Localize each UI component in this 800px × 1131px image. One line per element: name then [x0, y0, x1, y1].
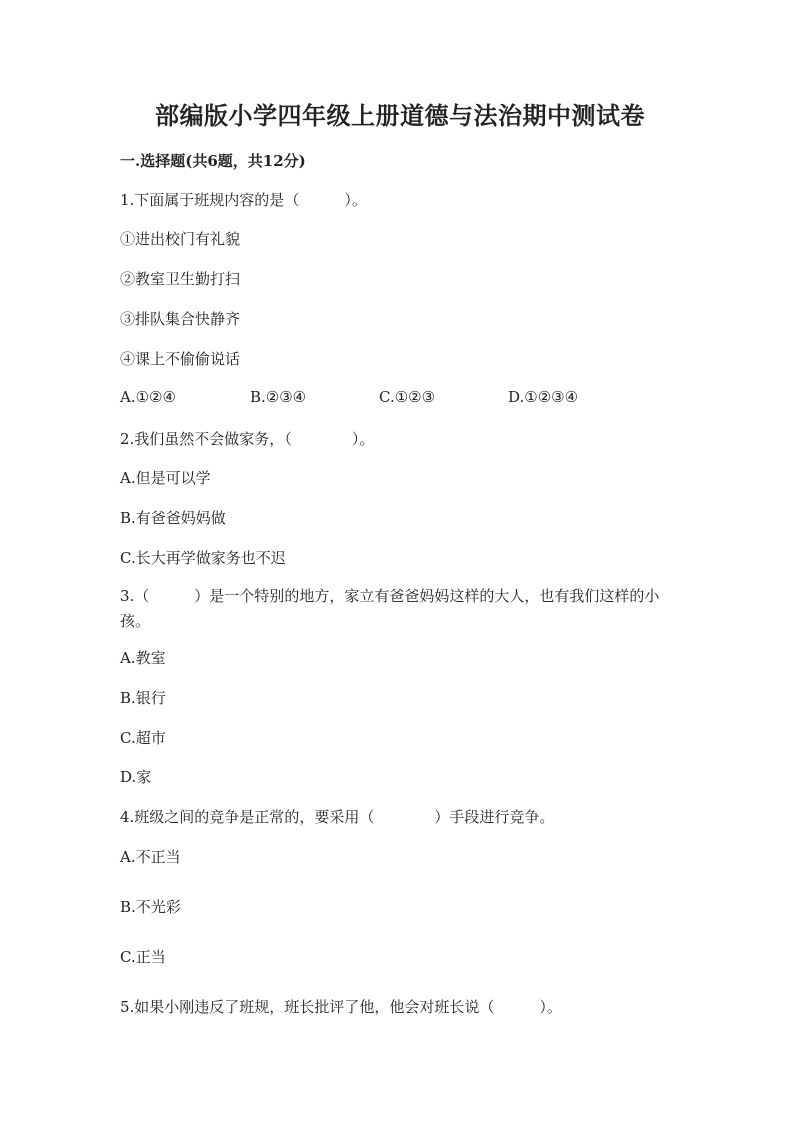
question-3-option-c: C.超市	[120, 729, 166, 747]
question-3-option-d: D.家	[120, 768, 152, 786]
question-1-item-4: ④课上不偷偷说话	[120, 350, 241, 368]
question-5-stem: 5.如果小刚违反了班规，班长批评了他，他会对班长说（ ）。	[120, 998, 562, 1016]
question-4-option-a: A.不正当	[120, 848, 181, 866]
question-1-item-2: ②教室卫生勤打扫	[120, 270, 241, 288]
question-4-option-b: B.不光彩	[120, 898, 181, 916]
question-4-option-c: C.正当	[120, 948, 166, 966]
page-title: 部编版小学四年级上册道德与法治期中测试卷	[155, 101, 645, 130]
question-2-option-c: C.长大再学做家务也不迟	[120, 549, 286, 567]
section-heading: 一.选择题(共6题，共12分)	[120, 152, 306, 170]
question-2-option-a: A.但是可以学	[120, 469, 211, 487]
question-3-stem: 3.（ ）是一个特别的地方，家立有爸爸妈妈这样的大人，也有我们这样的小孩。	[120, 587, 660, 630]
question-1-option-d: D.①②③④	[508, 388, 579, 406]
question-3-option-a: A.教室	[120, 649, 166, 667]
question-1-option-c: C.①②③	[379, 388, 436, 406]
question-1-option-b: B.②③④	[250, 388, 307, 406]
question-2-option-b: B.有爸爸妈妈做	[120, 509, 226, 527]
question-4-stem: 4.班级之间的竞争是正常的，要采用（ ）手段进行竞争。	[120, 808, 555, 826]
question-1-stem: 1.下面属于班规内容的是（ ）。	[120, 191, 367, 209]
question-1-option-a: A.①②④	[120, 388, 176, 406]
question-3-option-b: B.银行	[120, 689, 166, 707]
question-2-stem: 2.我们虽然不会做家务，（ ）。	[120, 430, 375, 448]
question-1-item-1: ①进出校门有礼貌	[120, 230, 241, 248]
question-1-item-3: ③排队集合快静齐	[120, 310, 241, 328]
